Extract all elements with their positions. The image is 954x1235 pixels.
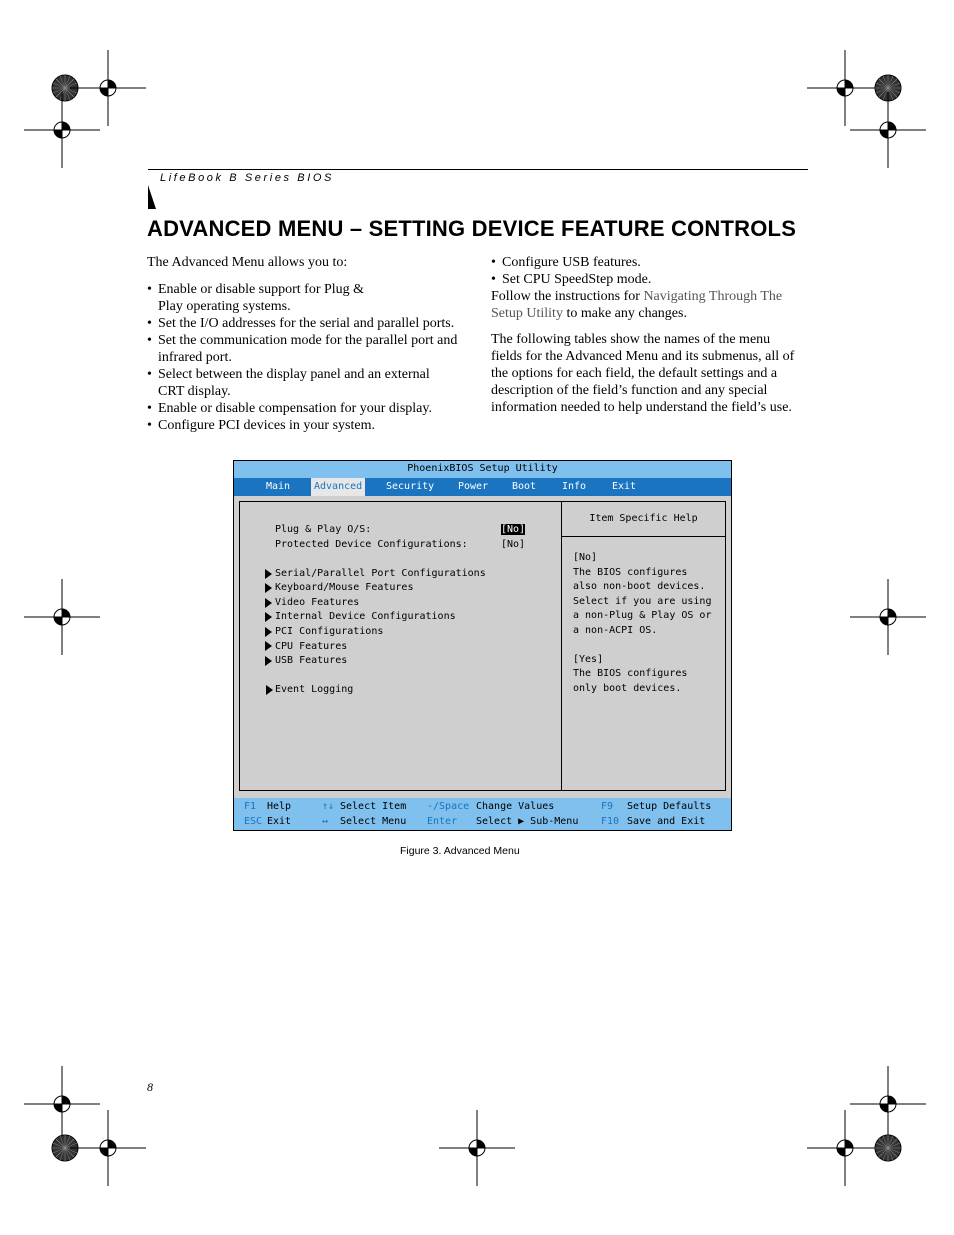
bios-screen xyxy=(233,460,732,831)
plug-play-value-text[interactable]: [No] xyxy=(501,524,526,535)
tables-description: The following tables show the names of the menu fields for the Advanced Menu and its submenus, all of the options for each field, the default settings and a description of the field’s function and any special information needed to help understand the field’s use. xyxy=(491,332,795,415)
key-select-item-label: Select Item xyxy=(340,801,407,812)
figure-caption: Figure 3. Advanced Menu xyxy=(400,845,520,857)
help-title: Item Specific Help xyxy=(562,502,725,537)
settings-panel xyxy=(239,501,562,791)
submenu-usb[interactable]: USB Features xyxy=(275,655,348,666)
submenu-arrow-icon xyxy=(265,656,272,666)
tab-info[interactable]: Info xyxy=(562,481,587,492)
submenu-pci[interactable]: PCI Configurations xyxy=(275,626,384,637)
page-title: ADVANCED MENU – SETTING DEVICE FEATURE CONTROLS xyxy=(147,216,797,241)
bios-menu-bar xyxy=(234,478,731,496)
list-item: • Select between the display panel and an external CRT display. xyxy=(147,366,433,400)
follow-pre: Follow the instructions for xyxy=(491,289,644,304)
help-panel xyxy=(561,501,726,791)
left-right-arrows-icon: ↔ xyxy=(322,816,329,827)
plug-play-label[interactable]: Plug & Play O/S: xyxy=(275,524,372,535)
submenu-arrow-icon xyxy=(265,598,272,608)
left-column xyxy=(147,254,467,434)
key-select-submenu-label: Select ▶ Sub-Menu xyxy=(476,816,579,827)
header-wedge xyxy=(148,185,156,209)
key-f9: F9 xyxy=(601,801,614,812)
submenu-arrow-icon xyxy=(265,641,272,651)
list-item: • Set CPU SpeedStep mode. xyxy=(491,271,803,288)
submenu-video[interactable]: Video Features xyxy=(275,597,360,608)
key-save-exit-label: Save and Exit xyxy=(627,816,706,827)
protected-device-value[interactable]: [No] xyxy=(501,539,526,550)
list-item: • Enable or disable compensation for your display. xyxy=(147,400,467,417)
bios-key-legend xyxy=(234,798,731,830)
list-item: • Set the I/O addresses for the serial and parallel ports. xyxy=(147,315,467,332)
setup-utility-link[interactable]: Navigating Through The Setup Utility xyxy=(491,289,783,321)
key-esc: ESC xyxy=(244,816,263,827)
intro-text: The Advanced Menu allows you to: xyxy=(147,255,348,270)
tab-exit[interactable]: Exit xyxy=(612,481,637,492)
plug-play-value[interactable] xyxy=(501,524,525,535)
key-setup-defaults-label: Setup Defaults xyxy=(627,801,712,812)
submenu-arrow-icon xyxy=(265,583,272,593)
page-number: 8 xyxy=(147,1080,153,1094)
list-item: • Configure PCI devices in your system. xyxy=(147,417,467,434)
key-select-menu-label: Select Menu xyxy=(340,816,407,827)
submenu-serial-parallel[interactable]: Serial/Parallel Port Configurations xyxy=(275,568,486,579)
submenu-internal-device[interactable]: Internal Device Configurations xyxy=(275,611,456,622)
up-down-arrows-icon: ↑↓ xyxy=(322,801,335,812)
tab-main[interactable]: Main xyxy=(266,481,291,492)
submenu-keyboard-mouse[interactable]: Keyboard/Mouse Features xyxy=(275,582,414,593)
key-f10: F10 xyxy=(601,816,620,827)
key-help-label: Help xyxy=(267,801,292,812)
header-rule xyxy=(148,169,808,170)
submenu-event-logging[interactable]: Event Logging xyxy=(275,684,354,695)
submenu-cpu[interactable]: CPU Features xyxy=(275,641,348,652)
submenu-arrow-icon xyxy=(266,685,273,695)
bios-title: PhoenixBIOS Setup Utility xyxy=(234,461,731,478)
tab-security[interactable]: Security xyxy=(386,481,435,492)
tab-advanced[interactable]: Advanced xyxy=(311,478,365,496)
list-item: • Set the communication mode for the parallel port and infrared port. xyxy=(147,332,463,366)
submenu-arrow-icon xyxy=(265,627,272,637)
tab-power[interactable]: Power xyxy=(458,481,489,492)
key-f1: F1 xyxy=(244,801,257,812)
right-column xyxy=(491,254,803,416)
submenu-arrow-icon xyxy=(265,569,272,579)
help-text: [No] The BIOS configures also non-boot devices. Select if you are using a non-Plug & Play OS or a non-ACPI OS. [Yes] The BIOS configures only boot devices. xyxy=(573,552,712,694)
tab-boot[interactable]: Boot xyxy=(512,481,537,492)
key-enter: Enter xyxy=(427,816,458,827)
key-exit-label: Exit xyxy=(267,816,292,827)
key-minus-space: -/Space xyxy=(427,801,470,812)
running-head: LifeBook B Series BIOS xyxy=(160,172,334,184)
protected-device-label[interactable]: Protected Device Configurations: xyxy=(275,539,468,550)
follow-instructions xyxy=(491,288,803,322)
list-item: • Enable or disable support for Plug & Play operating systems. xyxy=(147,281,383,315)
follow-post: to make any changes. xyxy=(562,306,687,321)
list-item: • Configure USB features. xyxy=(491,254,803,271)
submenu-arrow-icon xyxy=(265,612,272,622)
key-change-values-label: Change Values xyxy=(476,801,555,812)
